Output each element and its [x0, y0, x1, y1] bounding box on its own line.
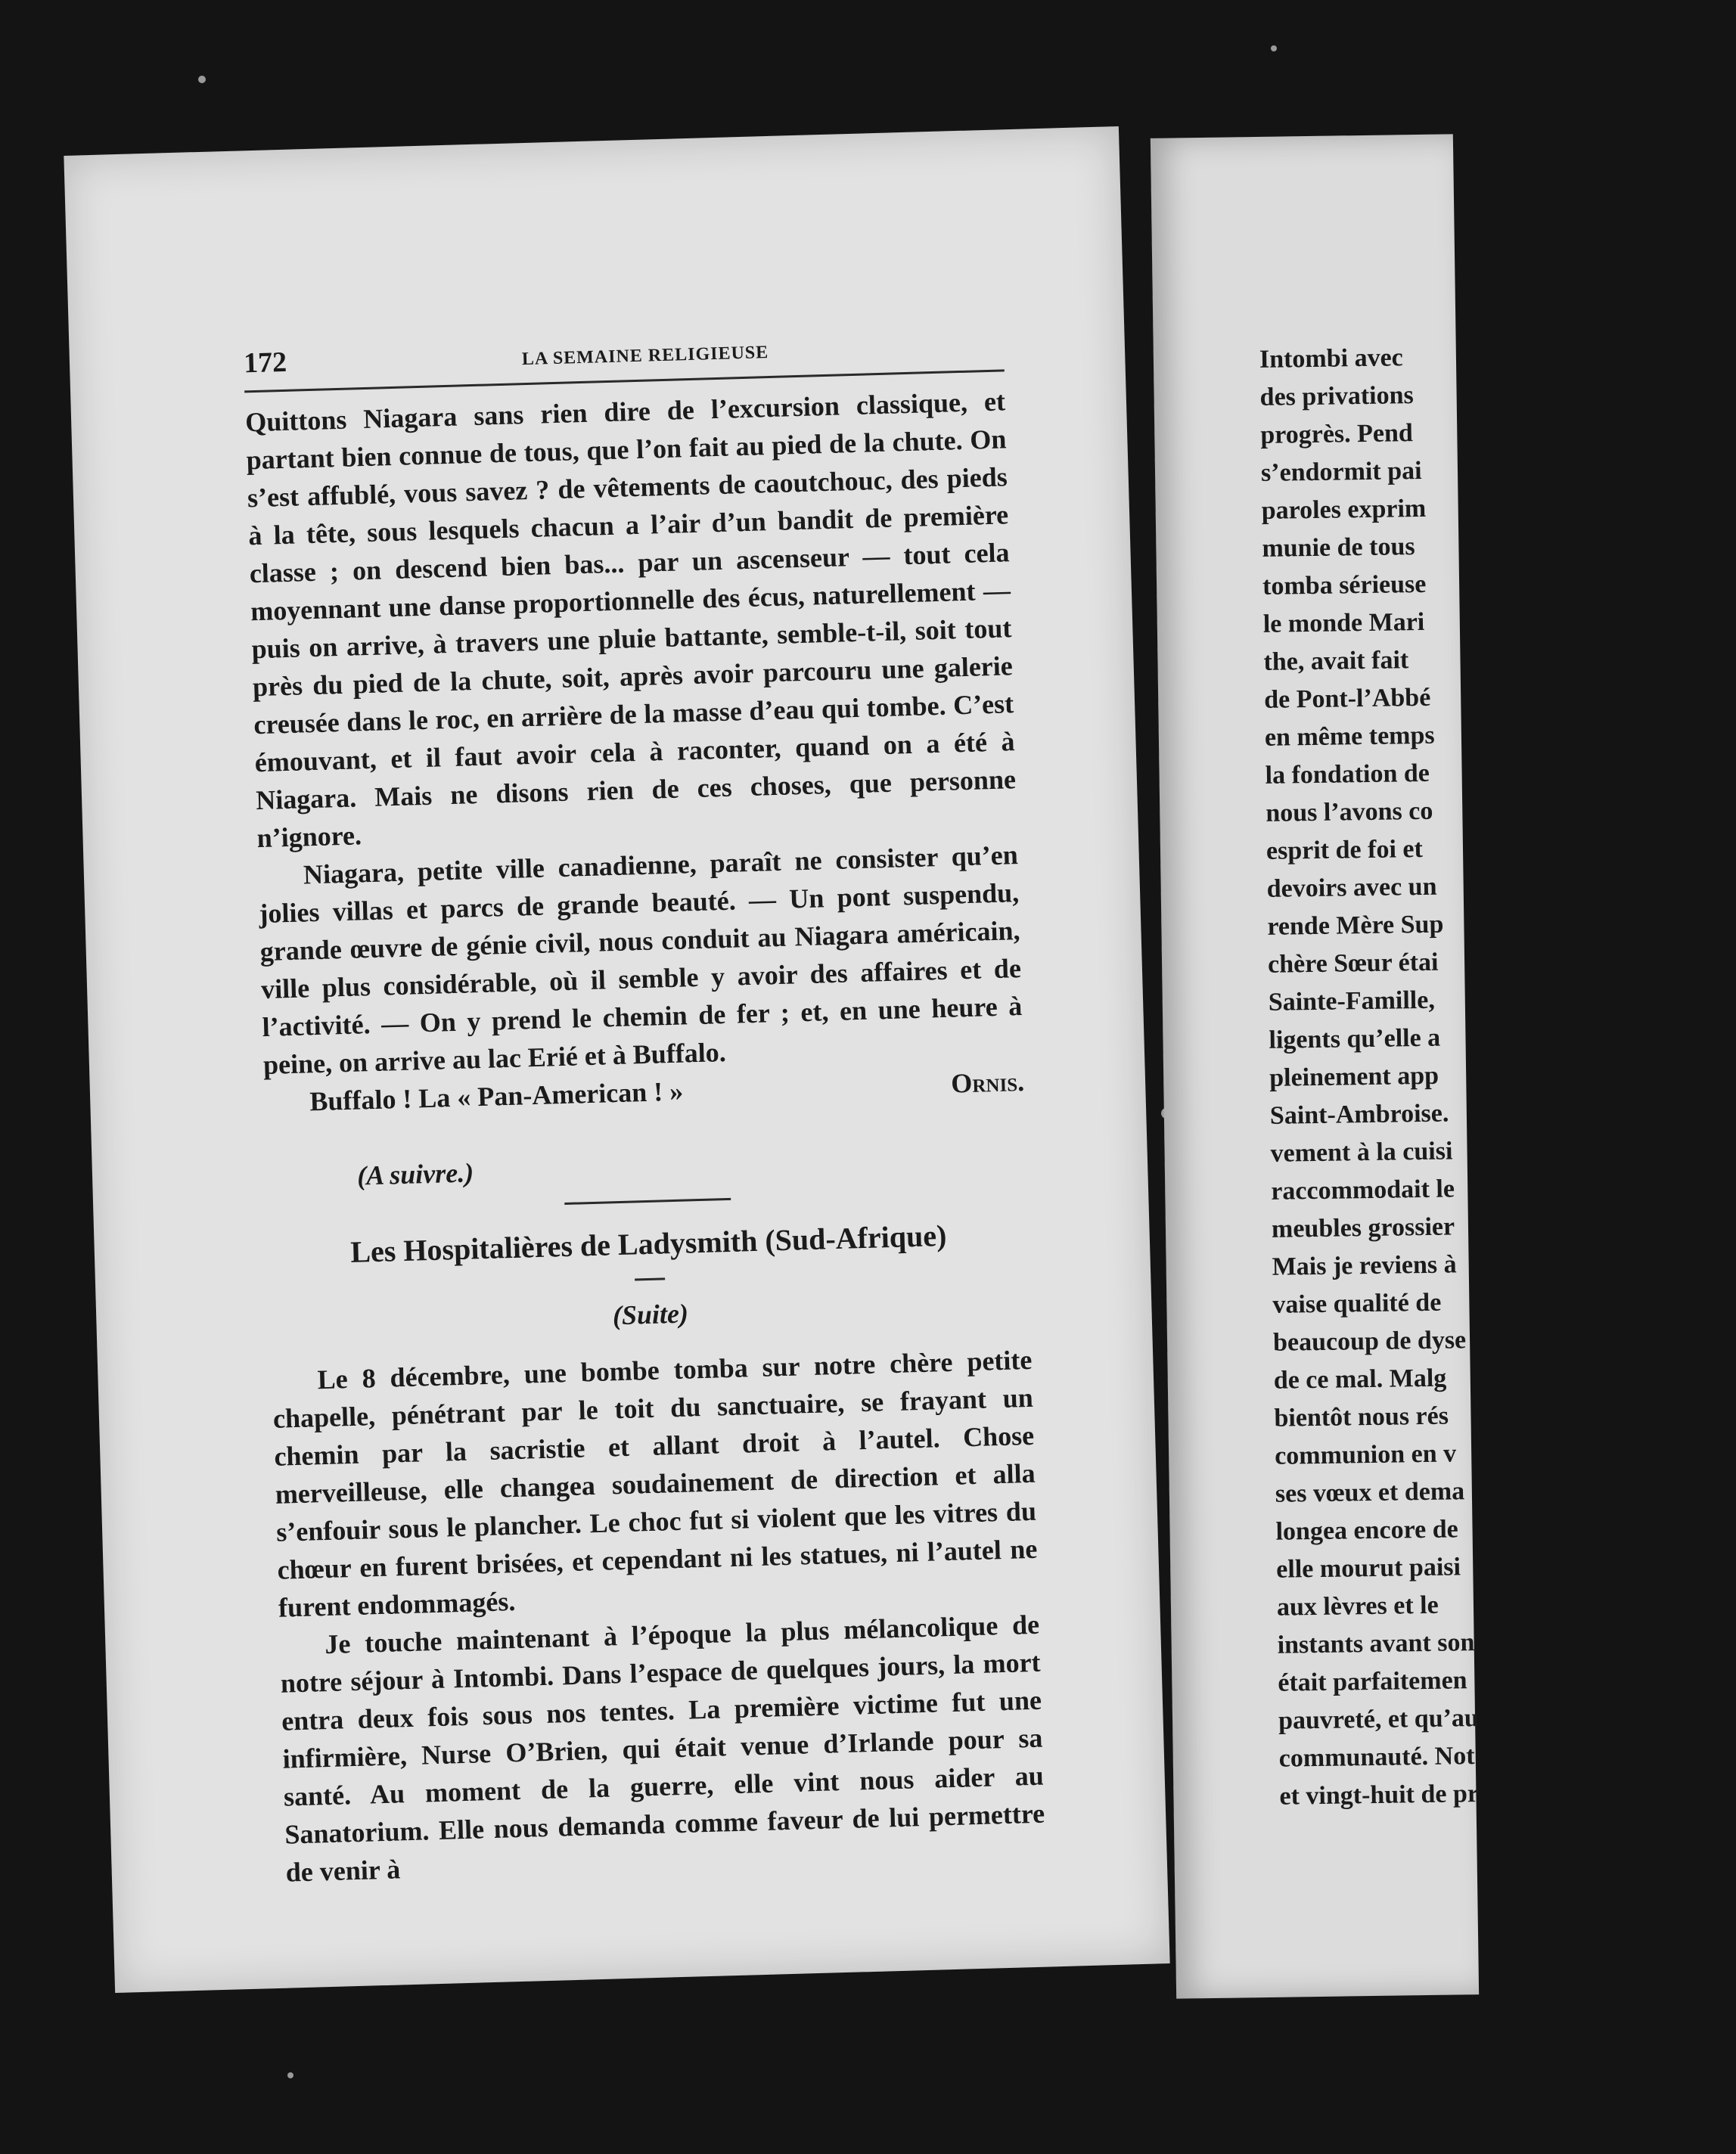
- right-page-line: instants avant son: [1277, 1628, 1475, 1659]
- right-page-line: en même temps: [1264, 721, 1435, 752]
- right-page-line: et vingt-huit de pr: [1279, 1780, 1480, 1811]
- to-be-continued: (A suivre.): [356, 1157, 474, 1191]
- title-dash: [635, 1277, 665, 1280]
- right-page-body: [1259, 335, 1734, 1816]
- right-page-line: ses vœux et dema: [1275, 1477, 1465, 1508]
- right-page-line: ligents qu’elle a: [1269, 1023, 1441, 1054]
- right-page-line: le monde Mari: [1262, 607, 1425, 638]
- page-header: [243, 323, 1004, 393]
- right-page-line: the, avait fait: [1263, 646, 1409, 676]
- right-page-line: Sainte-Famille,: [1268, 985, 1436, 1016]
- article-paragraph: Le 8 décembre, une bombe tomba sur notre chère petite chapelle, pénétrant par le toit du sanctuaire, se frayant un chemin par la sacristie et allant droit à l’autel. Chose merveilleuse, elle changea soudainement de direction et alla s’enfouir sous le plancher. Le choc fut si violent que les vitres du chœur en furent brisées, et cependant ni les statues, ni l’autel ne furent endommagés.: [272, 1344, 1038, 1623]
- film-speck: [198, 76, 206, 83]
- right-page-line: Mais je reviens à: [1272, 1250, 1457, 1281]
- right-page-line: aux lèvres et le: [1276, 1591, 1439, 1622]
- right-page-line: esprit de foi et: [1266, 834, 1424, 865]
- right-page-line: de ce mal. Malg: [1273, 1364, 1447, 1395]
- right-page-line: progrès. Pend: [1260, 419, 1414, 449]
- right-page-line: des privations: [1259, 381, 1414, 411]
- right-page-line: Saint-Ambroise.: [1269, 1099, 1449, 1130]
- right-page-line: communion en v: [1274, 1439, 1457, 1470]
- right-page-line: rende Mère Sup: [1267, 910, 1444, 941]
- right-page-line: bientôt nous rés: [1274, 1401, 1449, 1432]
- right-page-line: chère Sœur étai: [1267, 948, 1439, 979]
- paragraph: Niagara, petite ville canadienne, paraît ne consister qu’en jolies villas et parcs de grande beauté. — Un pont suspendu, grande œuvre de génie civil, nous conduit au Niagara américain, ville plus considérable, où il semble y avoir des affaires et de l’activité. — On y prend le chemin de fer ; et, en une heure à peine, on arrive au lac Erié et à Buffalo.: [258, 840, 1023, 1081]
- right-page-line: paroles exprim: [1261, 494, 1427, 525]
- right-page-line: était parfaitemen: [1278, 1666, 1467, 1697]
- right-page-line: communauté. Not: [1278, 1742, 1475, 1773]
- right-page-line: munie de tous: [1262, 532, 1415, 563]
- running-title: LA SEMAINE RELIGIEUSE: [521, 343, 769, 370]
- right-page-line: la fondation de: [1265, 759, 1430, 790]
- left-page: [64, 126, 1169, 1993]
- right-page-line: pleinement app: [1269, 1061, 1439, 1092]
- right-page-line: vaise qualité de: [1272, 1288, 1442, 1319]
- film-speck: [287, 2072, 293, 2078]
- right-page-line: pauvreté, et qu’au: [1278, 1704, 1480, 1735]
- right-page-line: s’endormit pai: [1260, 456, 1422, 487]
- right-page: [1151, 134, 1479, 1998]
- article-subtitle: (Suite): [612, 1298, 689, 1331]
- right-page-line: nous l’avons co: [1266, 796, 1433, 827]
- right-page-line: tomba sérieuse: [1262, 570, 1427, 601]
- right-page-line: vement à la cuisi: [1270, 1137, 1453, 1168]
- right-page-line: meubles grossier: [1271, 1212, 1455, 1243]
- right-page-line: longea encore de: [1275, 1515, 1458, 1546]
- paragraph: Quittons Niagara sans rien dire de l’excursion classique, et partant bien connue de tous, que l’on fait au pied de la chute. On s’est affublé, vous savez ? de vêtements de caoutchouc, des pieds à la tête, sous lesquels chacun a l’air d’un bandit de première classe ; on descend bien bas... par un ascenseur — tout cela moyennant une danse proportionnelle des écus, naturellement — puis on arrive, à travers une pluie battante, semble-t-il, soit tout près du pied de la chute, soit, après avoir parcouru une galerie creusée dans le roc, en arrière de la masse d’eau qui tombe. C’est émouvant, et il faut avoir cela à raconter, quand on a été à Niagara. Mais ne disons rien de ces choses, que personne n’ignore.: [244, 386, 1017, 854]
- article-title: Les Hospitalières de Ladysmith (Sud-Afrique): [349, 1218, 947, 1269]
- right-page-line: beaucoup de dyse: [1272, 1326, 1467, 1357]
- section-divider: [564, 1198, 731, 1205]
- right-page-line: de Pont-l’Abbé: [1263, 683, 1431, 714]
- right-page-line: raccommodait le: [1271, 1175, 1455, 1206]
- closing-line: Buffalo ! La « Pan-American ! »: [309, 1075, 684, 1117]
- page-number: 172: [243, 346, 287, 380]
- right-page-line: elle mourut paisi: [1276, 1553, 1461, 1584]
- film-speck: [1271, 45, 1277, 51]
- right-page-line: devoirs avec un: [1266, 872, 1437, 903]
- article-paragraph: Je touche maintenant à l’époque la plus mélancolique de notre séjour à Intombi. Dans l’espace de quelques jours, la mort entra deux fois sous nos tentes. La première victime fut une infirmière, Nurse O’Brien, qui était venue d’Irlande pour sa santé. Au moment de la guerre, elle vint nous aider au Sanatorium. Elle nous demanda comme faveur de lui permettre de venir à: [280, 1609, 1045, 1888]
- signature: Ornis.: [950, 1066, 1025, 1099]
- left-page-body: [243, 323, 1046, 1891]
- right-page-line: Intombi avec: [1259, 343, 1404, 374]
